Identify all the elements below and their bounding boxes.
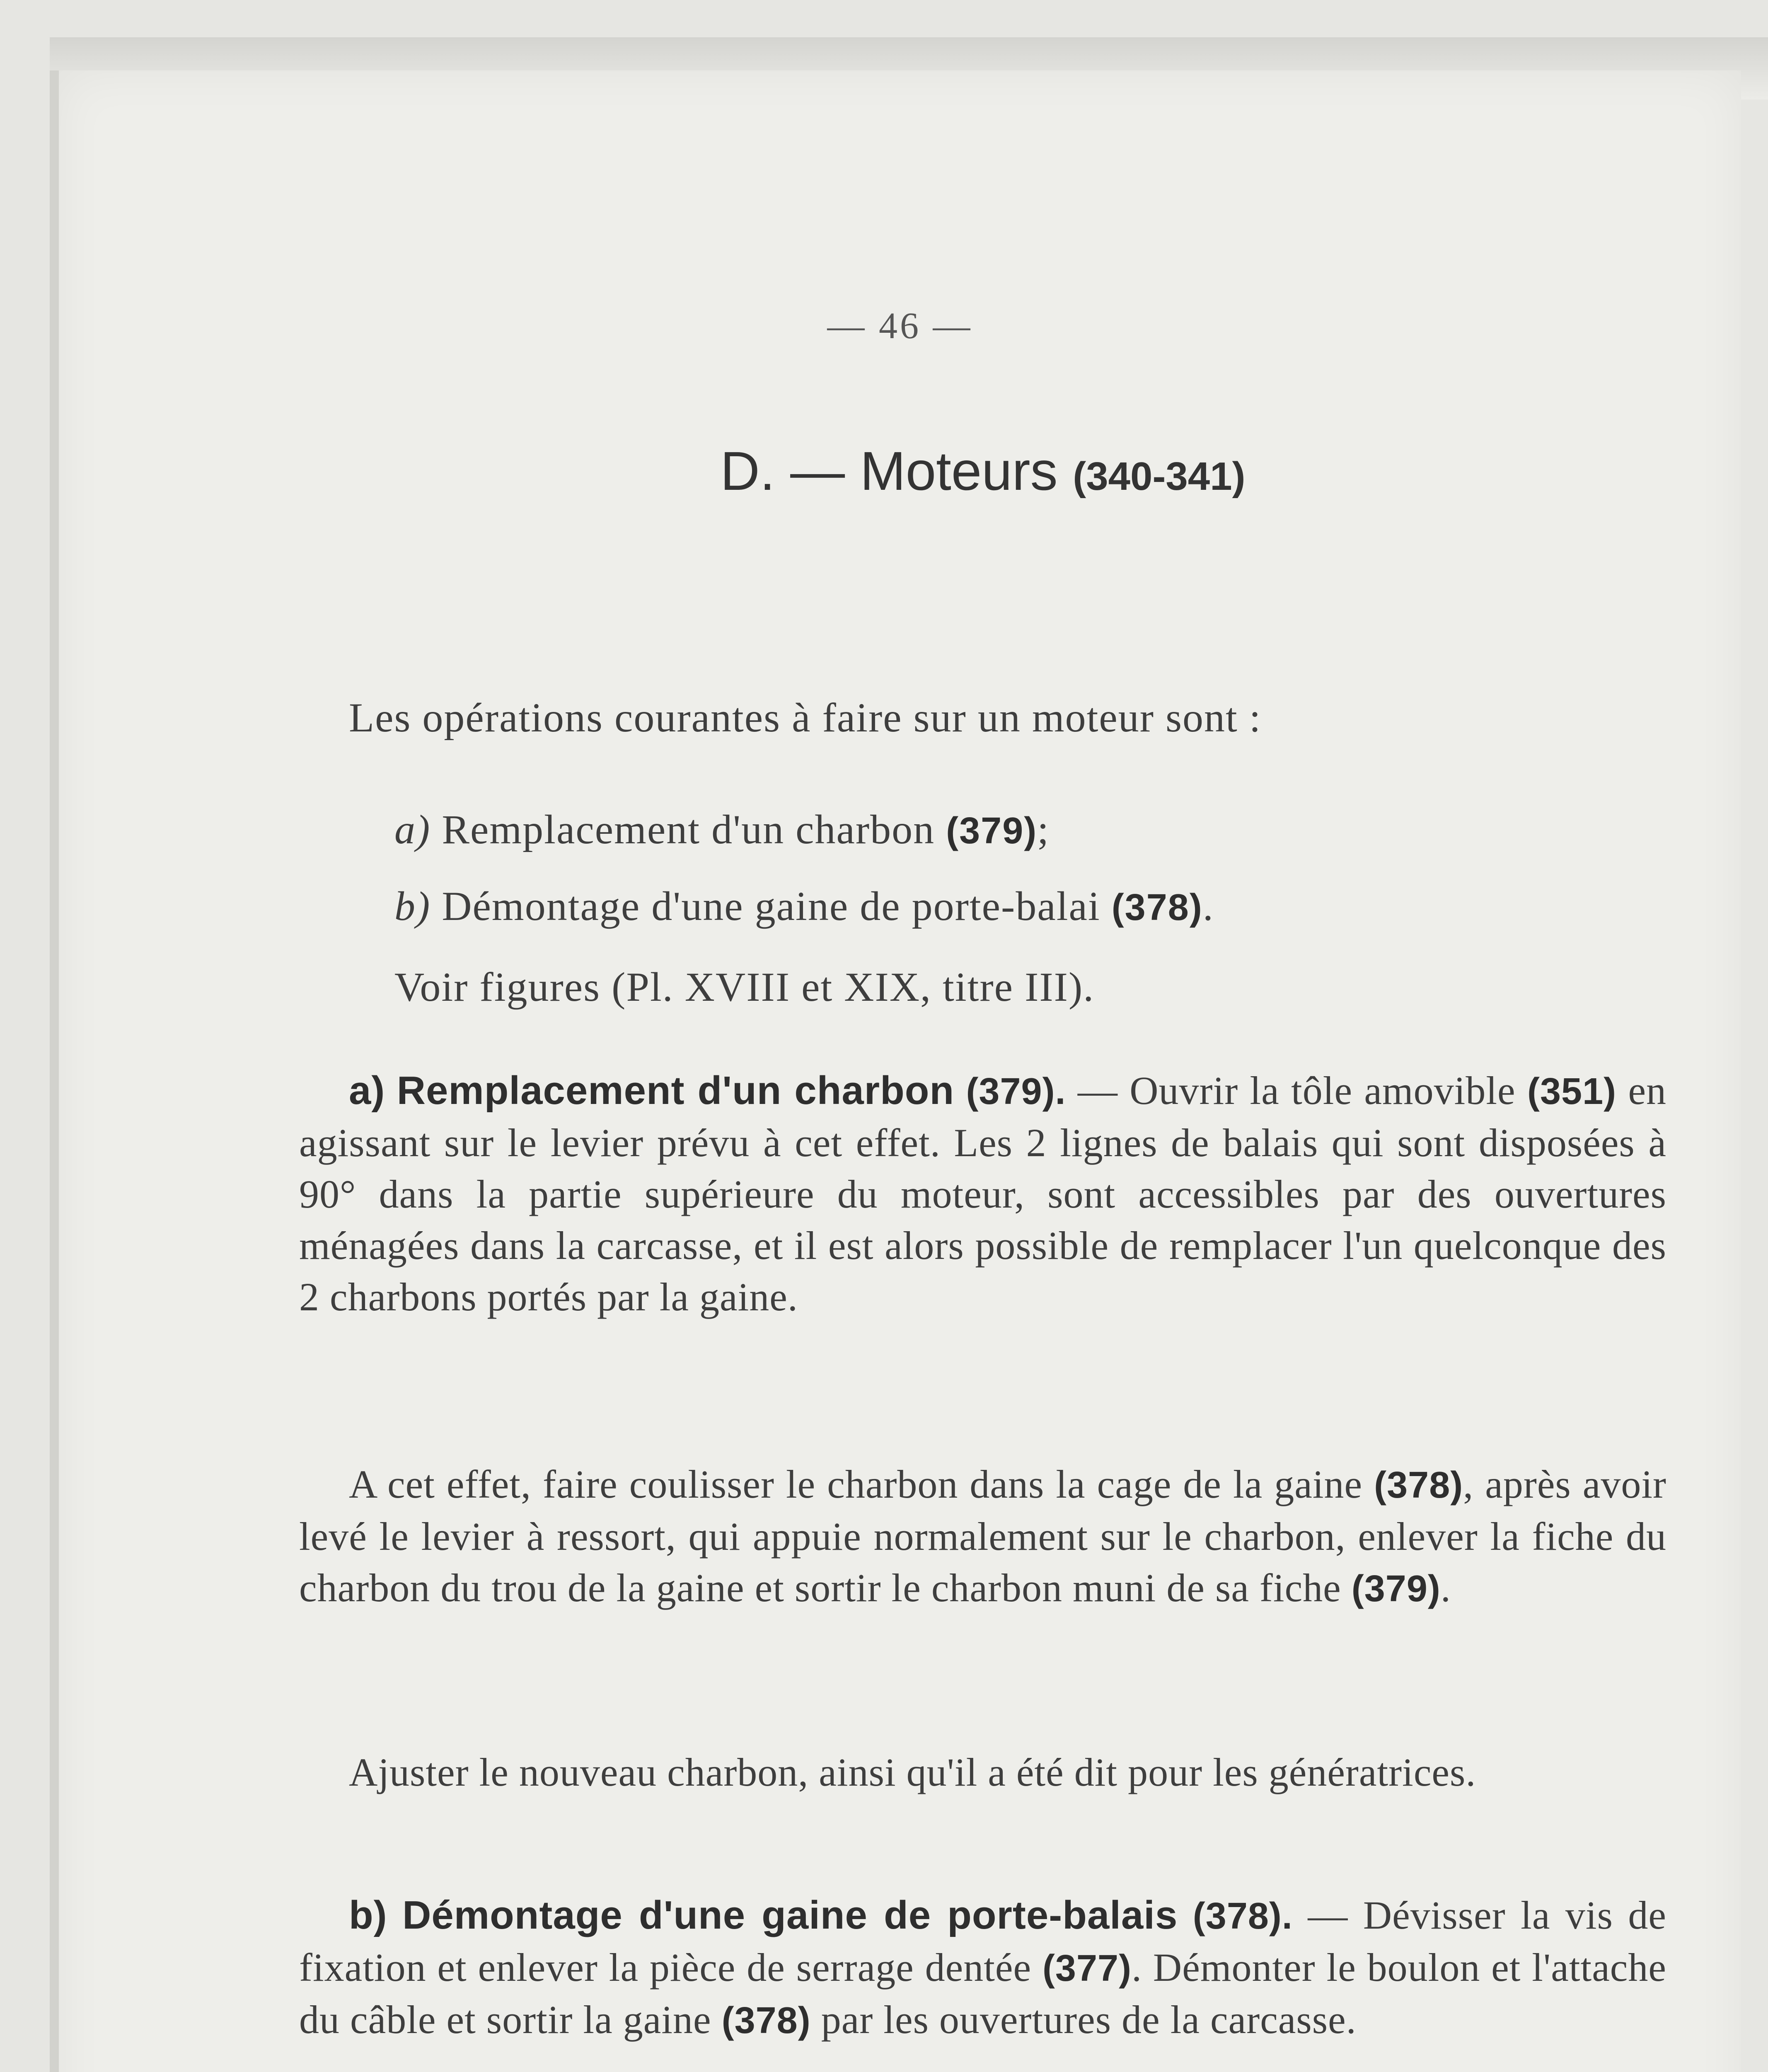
- sub-b-p1-ref-1: (377): [1042, 1948, 1132, 1989]
- sub-a-p2-text-b: , après avoir levé le levier à ressort, qui appuie normalement sur le charbon, enlever la fiche du charbon du trou de la gaine et sortir le charbon muni de sa fiche: [299, 1462, 1667, 1610]
- list-item-a-label: a): [394, 806, 431, 852]
- sub-a-p1-ref: (351): [1527, 1071, 1617, 1112]
- list-item-b-tail: .: [1202, 883, 1214, 929]
- section-d-intro: Les opérations courantes à faire sur un moteur sont :: [349, 695, 1262, 741]
- see-figures-note: Voir figures (Pl. XVIII et XIX, titre III).: [394, 964, 1095, 1010]
- list-item-b-ref: (378): [1111, 887, 1203, 928]
- list-item-a-text: Remplacement d'un charbon: [442, 806, 935, 852]
- page-body: [299, 70, 1666, 2072]
- section-d-title: D. — Moteurs: [720, 441, 1058, 501]
- section-d-ref: (340-341): [1073, 454, 1246, 499]
- sub-a-paragraph-3: Ajuster le nouveau charbon, ainsi qu'il a été dit pour les génératrices.: [349, 1750, 1476, 1794]
- list-item-b-label: b): [394, 883, 431, 929]
- sub-a-p1-text-b: en agissant sur le levier prévu à cet effet. Les 2 lignes de balais qui sont disposées à 90° dans la partie supérieure du moteur, sont accessibles par des ouvertures ménagées dans la carcasse, et il est alors possible de remplacer l'un quelconque des 2 charbons portés par la gaine.: [299, 1068, 1667, 1319]
- sub-a-p1-text-a: — Ouvrir la tôle amovible: [1077, 1068, 1516, 1113]
- sub-a-p2-ref-2: (379): [1351, 1568, 1441, 1610]
- list-item-a: [299, 804, 1762, 857]
- sub-a-p2-ref-1: (378): [1374, 1464, 1463, 1506]
- sub-b-p1-text-c: par les ouvertures de la carcasse.: [821, 1997, 1357, 2042]
- sub-a-paragraph-2: [299, 1459, 1666, 1615]
- sub-a-title-ref: (379).: [966, 1071, 1066, 1112]
- sub-a-p2-text-a: A cet effet, faire coulisser le charbon dans la cage de la gaine: [349, 1462, 1363, 1506]
- sub-b-title-ref: (378).: [1192, 1895, 1293, 1937]
- page-number: — 46 —: [827, 305, 973, 346]
- book-page: [50, 70, 1741, 2072]
- list-item-a-tail: ;: [1037, 806, 1050, 852]
- section-d-heading: [299, 441, 1666, 502]
- sub-a-paragraph-1: [299, 1065, 1666, 1323]
- sub-b-p1-text-b: . Démonter le boulon et l'attache du câble et sortir la gaine: [299, 1945, 1667, 2042]
- sub-a-title: Remplacement d'un charbon: [397, 1068, 955, 1113]
- list-item-a-ref: (379): [946, 810, 1038, 852]
- sub-b-p1-ref-2: (378): [721, 2000, 811, 2041]
- list-item-b: [299, 881, 1762, 933]
- sub-a-p2-text-c: .: [1440, 1566, 1451, 1610]
- sub-b-label: b): [349, 1893, 387, 1937]
- sub-b-paragraph-1: [299, 1890, 1666, 2046]
- sub-b-title: Démontage d'une gaine de porte-balais: [402, 1893, 1178, 1937]
- sub-b-p1-text-a: — Dévisser la vis de fixation et enlever la pièce de serrage dentée: [299, 1893, 1666, 1990]
- sub-a-label: a): [349, 1068, 385, 1113]
- list-item-b-text: Démontage d'une gaine de porte-balai: [442, 883, 1100, 929]
